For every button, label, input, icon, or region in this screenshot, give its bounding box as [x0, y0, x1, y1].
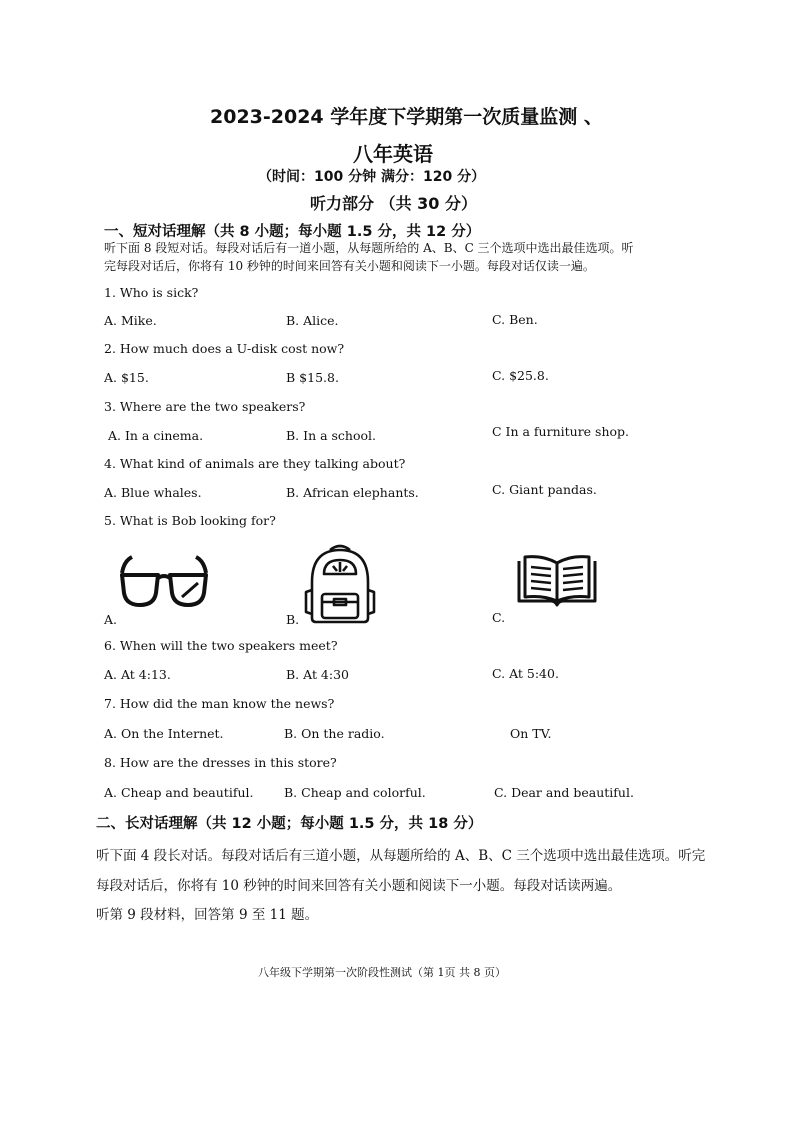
q6-option-c: C. At 5:40.	[492, 666, 559, 681]
q3-option-c: C In a furniture shop.	[492, 424, 630, 439]
glasses-icon	[118, 553, 210, 609]
question-4: 4. What kind of animals are they talking about?	[104, 456, 406, 471]
q7-option-a: A. On the Internet.	[104, 726, 224, 741]
book-icon	[515, 553, 599, 611]
q2-option-a: A. $15.	[104, 370, 149, 385]
q8-option-b: B. Cheap and colorful.	[284, 785, 426, 800]
question-2: 2. How much does a U-disk cost now?	[104, 341, 345, 356]
section1-instructions-1: 听下面 8 段短对话。每段对话后有一道小题，从每题所给的 A、B、C 三个选项中选出最佳选项。听	[104, 241, 634, 255]
question-1: 1. Who is sick?	[104, 285, 199, 300]
page-footer: 八年级下学期第一次阶段性测试（第 1页 共 8 页）	[258, 966, 506, 979]
section2-heading: 二、长对话理解（共 12 小题；每小题 1.5 分，共 18 分）	[96, 816, 483, 832]
q2-option-b: B $15.8.	[286, 370, 339, 385]
q7-option-b: B. On the radio.	[284, 726, 385, 741]
question-7: 7. How did the man know the news?	[104, 696, 335, 711]
question-8: 8. How are the dresses in this store?	[104, 755, 337, 770]
page-subtitle: 八年英语	[353, 142, 433, 166]
q5-option-b: B.	[286, 612, 300, 627]
q7-option-c: On TV.	[510, 726, 552, 741]
q4-option-b: B. African elephants.	[286, 485, 419, 500]
question-5: 5. What is Bob looking for?	[104, 513, 276, 528]
q6-option-b: B. At 4:30	[286, 667, 350, 682]
q4-option-a: A. Blue whales.	[104, 485, 202, 500]
backpack-icon	[300, 542, 380, 626]
q3-option-a: A. In a cinema.	[108, 428, 204, 443]
section2-material-note: 听第 9 段材料，回答第 9 至 11 题。	[96, 907, 319, 923]
page-title: 2023-2024 学年度下学期第一次质量监测 、	[210, 106, 603, 128]
q8-option-c: C. Dear and beautiful.	[494, 785, 634, 800]
q8-option-a: A. Cheap and beautiful.	[104, 785, 254, 800]
q5-option-a: A.	[104, 612, 118, 627]
section1-instructions-2: 完每段对话后，你将有 10 秒钟的时间来回答有关小题和阅读下一小题。每段对话仅读一遍。	[104, 259, 595, 273]
q1-option-b: B. Alice.	[286, 313, 339, 328]
part-title: 听力部分 （共 30 分）	[310, 194, 477, 213]
section2-instructions-1: 听下面 4 段长对话。每段对话后有三道小题，从每题所给的 A、B、C 三个选项中选出最佳选项。听完	[96, 848, 706, 864]
q4-option-c: C. Giant pandas.	[492, 482, 597, 497]
section2-instructions-2: 每段对话后，你将有 10 秒钟的时间来回答有关小题和阅读下一小题。每段对话读两遍。	[96, 878, 622, 894]
q2-option-c: C. $25.8.	[492, 368, 549, 383]
q6-option-a: A. At 4:13.	[104, 667, 171, 682]
time-info: （时间：100 分钟 满分：120 分）	[258, 169, 486, 185]
q3-option-b: B. In a school.	[286, 428, 377, 443]
section1-heading: 一、短对话理解（共 8 小题；每小题 1.5 分，共 12 分）	[104, 224, 481, 240]
q1-option-a: A. Mike.	[104, 313, 157, 328]
q5-option-c: C.	[492, 610, 506, 625]
q1-option-c: C. Ben.	[492, 312, 538, 327]
question-3: 3. Where are the two speakers?	[104, 399, 306, 414]
question-6: 6. When will the two speakers meet?	[104, 638, 338, 653]
